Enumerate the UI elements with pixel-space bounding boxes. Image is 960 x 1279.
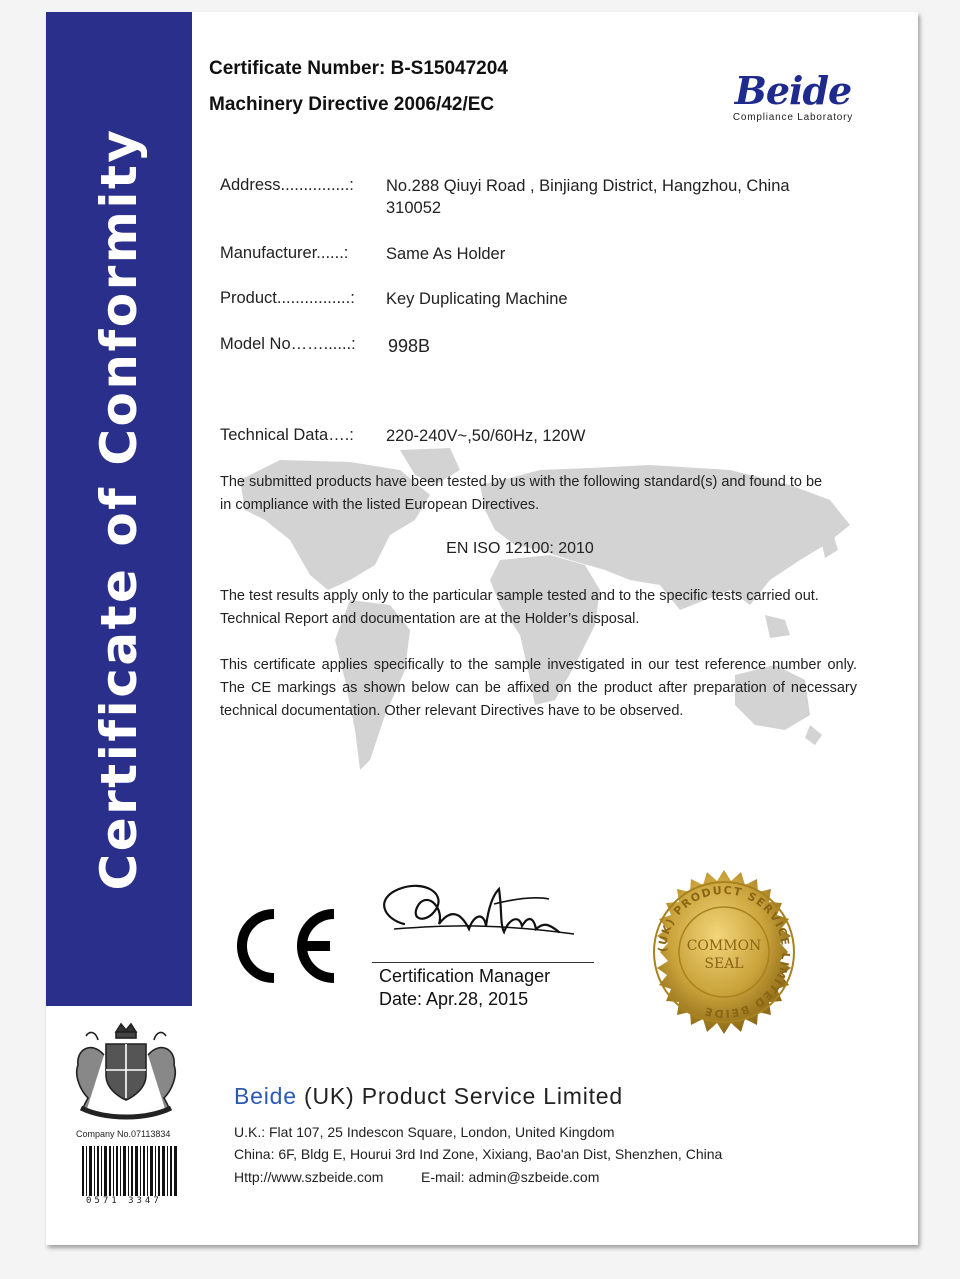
address-line2: 310052 [386,199,442,217]
directive: Machinery Directive 2006/42/EC [209,94,495,115]
certificate-number: Certificate Number: B-S15047204 [209,58,508,79]
applies-statement: This certificate applies specifically to the sample investigated in our test reference number only. The CE markings as shown below can be affixed on the product after preparation of necessary technical documentation. Other relevant Directives have to be observed. [220,657,857,719]
address-label: Address...............: [220,176,354,194]
ce-mark-icon [228,906,340,986]
company-number: Company No.07113834 [76,1129,171,1139]
address-line1: No.288 Qiuyi Road , Binjiang District, Hangzhou, China [386,177,790,195]
results-statement [220,585,857,631]
company-name-rest: (UK) Product Service Limited [304,1083,623,1109]
company-brand: Beide [234,1083,297,1109]
barcode-icon [82,1146,178,1196]
model-label: Model No……......: [220,335,356,353]
email-link[interactable]: E-mail: admin@szbeide.com [421,1169,600,1185]
product-value: Key Duplicating Machine [386,290,568,308]
tested-line1: The submitted products have been tested by us with the following standard(s) and found to be [220,474,823,490]
manufacturer-value: Same As Holder [386,245,506,263]
results-line1: The test results apply only to the particular sample tested and to the specific tests carried out. [220,588,819,604]
side-title: Certificate of Conformity [90,127,148,891]
tested-line2: in compliance with the listed European Directives. [220,497,540,513]
signature-date: Date: Apr.28, 2015 [379,989,529,1009]
manufacturer-label: Manufacturer......: [220,244,349,262]
standard: EN ISO 12100: 2010 [446,540,594,557]
royal-crest-icon [66,1020,186,1125]
beide-logo [718,68,868,123]
uk-address: U.K.: Flat 107, 25 Indescon Square, London, United Kingdom [234,1124,615,1140]
seal-ring-text: (UK) PRODUCT SERVICE LIMITED BEIDE [655,883,793,1021]
logo-subtitle: Compliance Laboratory [732,112,854,123]
product-label: Product................: [220,289,355,307]
seal-center-line2: SEAL [704,956,744,972]
signature [374,874,594,954]
website-link[interactable]: Http://www.szbeide.com [234,1169,384,1185]
signature-title: Certification Manager [379,966,551,986]
results-line2: Technical Report and documentation are at the Holder’s disposal. [220,611,640,627]
signature-line [372,962,594,963]
barcode-digits: 0571 3347 [86,1196,162,1206]
technical-data-value: 220-240V~,50/60Hz, 120W [386,427,586,445]
model-value: 998B [388,336,431,356]
logo-brand: Beide [734,68,852,113]
address-value [386,175,790,219]
seal-center-line1: COMMON [686,938,762,954]
gold-seal-icon [640,868,808,1036]
company-name [234,1083,623,1110]
tested-statement [220,471,857,517]
technical-data-label: Technical Data….: [220,426,354,444]
china-address: China: 6F, Bldg E, Hourui 3rd Ind Zone, Xixiang, Bao'an Dist, Shenzhen, China [234,1146,723,1162]
